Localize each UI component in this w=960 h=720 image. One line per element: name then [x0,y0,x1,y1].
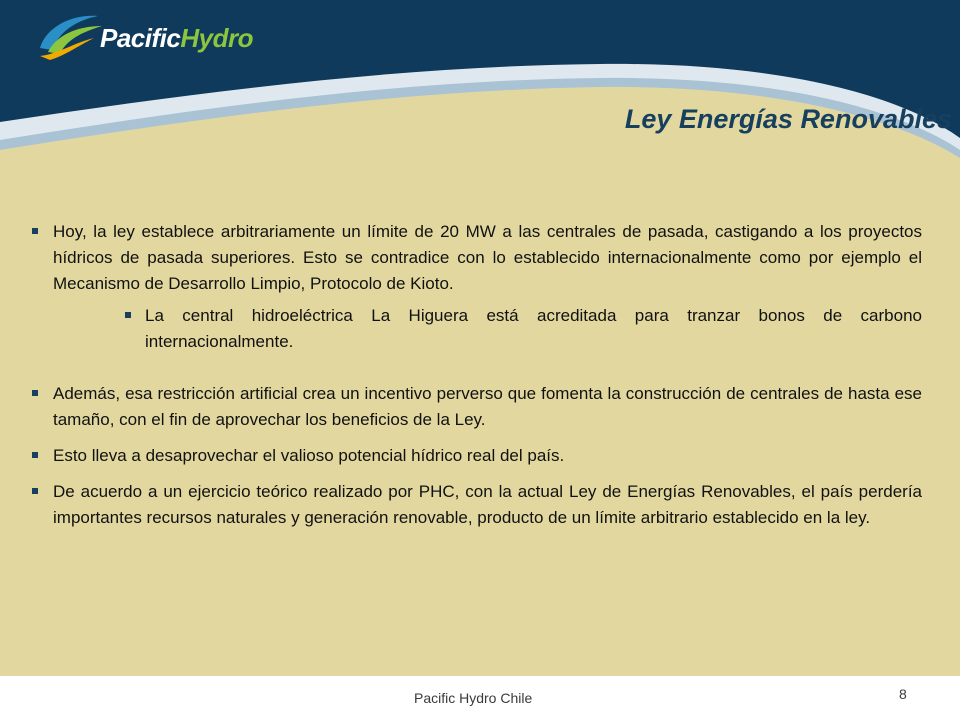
bullet-square-icon [32,452,38,458]
bullet-text: Además, esa restricción artificial crea un incentivo perverso que fomenta la construcción de centrales de hasta ese tamaño, con el fin de aprovechar los beneficios de la Ley. [53,384,922,429]
bullet-square-icon [32,228,38,234]
bullet-square-icon [32,488,38,494]
pacific-hydro-logo [36,10,258,62]
bullet-square-icon [125,312,131,318]
logo-wordmark: PacificHydro [100,23,253,53]
bullet-item [32,219,922,297]
bullet-item [32,443,922,469]
bullet-square-icon [32,390,38,396]
logo-wave-icon [36,10,106,62]
bullet-text: Hoy, la ley establece arbitrariamente un límite de 20 MW a las centrales de pasada, castigando a los proyectos hídricos de pasada superiores. Esto se contradice con lo establecido internacionalmente como por ejemplo el Mecanismo de Desarrollo Limpio, Protocolo de Kioto. [53,222,922,293]
bullet-item [32,381,922,433]
bullet-text: La central hidroeléctrica La Higuera está acreditada para tranzar bonos de carbono internacionalmente. [145,306,922,351]
slide-content [32,219,922,531]
page-number: 8 [899,686,907,702]
sub-bullet-item [125,303,922,355]
footer-company: Pacific Hydro Chile [414,690,533,706]
slide-title: Ley Energías Renovables [624,104,952,134]
bullet-item [32,479,922,531]
bullet-text: Esto lleva a desaprovechar el valioso potencial hídrico real del país. [53,446,565,465]
bullet-text: De acuerdo a un ejercicio teórico realizado por PHC, con la actual Ley de Energías Renovables, el país perdería importantes recursos naturales y generación renovable, producto de un límite arbitrario establecido en la ley. [53,482,922,527]
footer [0,676,960,720]
